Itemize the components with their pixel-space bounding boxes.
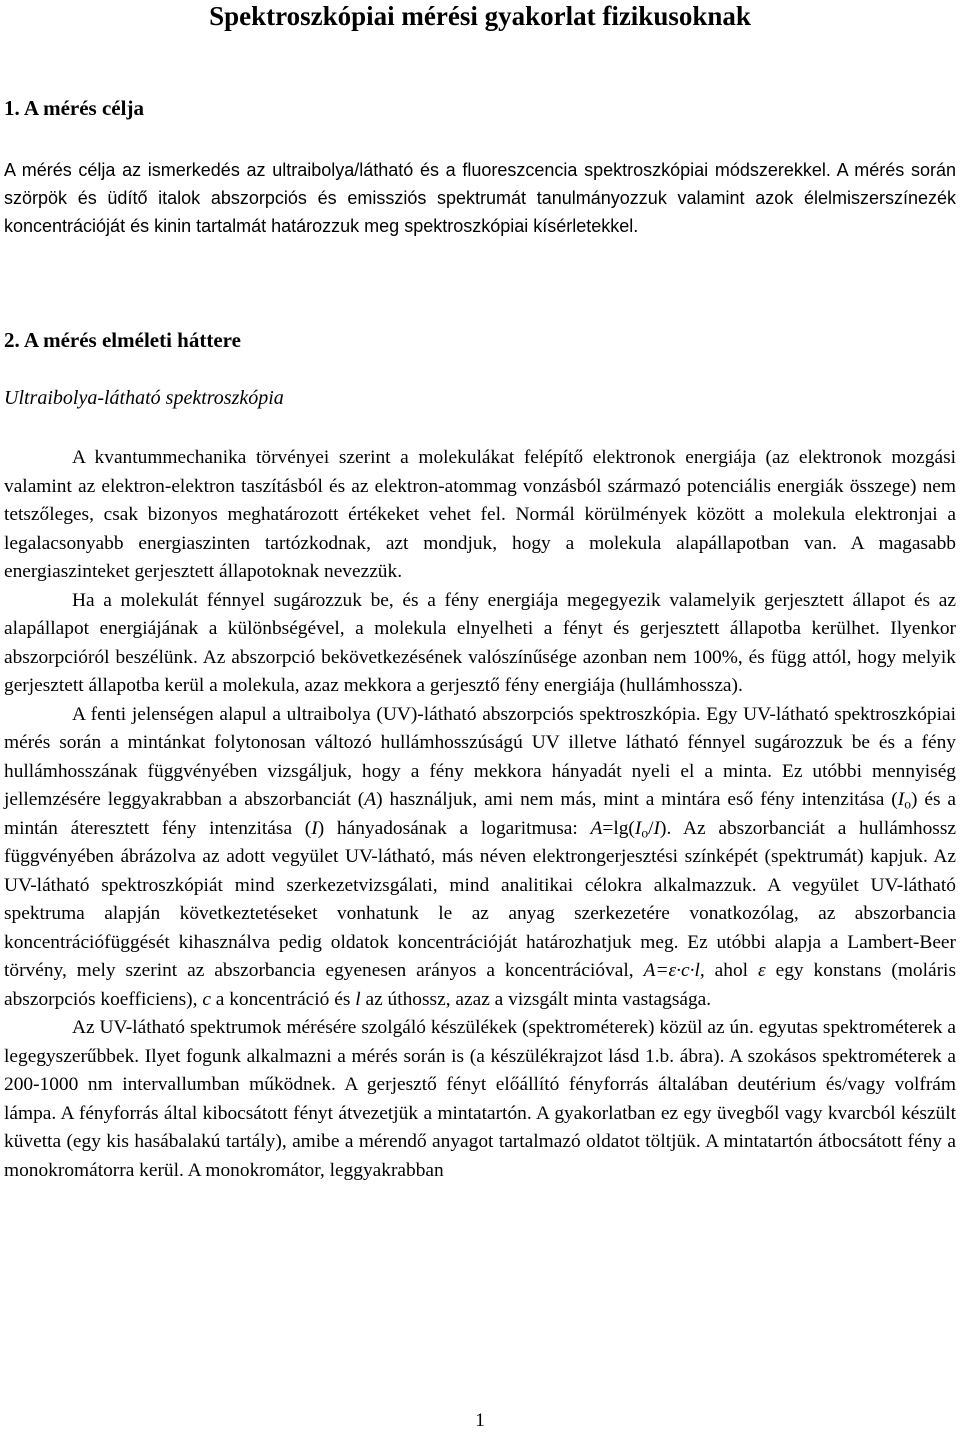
- section-heading-aim: 1. A mérés célja: [4, 96, 144, 120]
- paragraph-absorption: Ha a molekulát fénnyel sugározzuk be, és a fény energiája megegyezik valamelyik gerjesztett állapot és az alapállapot energiájának a különbségével, a molekula elnyelheti a fényt és gerjesztett állapotba kerülhet. Ilyenkor abszorpcióról beszélünk. Az abszorpció bekövetkezésének valószínűsége azonban nem 100%, és függ attól, hogy melyik gerjesztett állapotba kerül a molekula, azaz mekkora a gerjesztő fény energiája (hullámhossza).: [4, 589, 956, 696]
- paragraph-quantum: A kvantummechanika törvényei szerint a molekulákat felépítő elektronok energiája (az elektronok mozgási valamint az elektron-elektron taszításból és az elektron-atommag vonzásból származó potenciális energiák összege) nem tetszőleges, csak bizonyos meghatározott értékeket vehet fel. Normál körülmények között a molekula elektronjai a legalacsonyabb energiaszinten tartózkodnak, azt mondjuk, hogy a molekula alapállapotban van. A magasabb energiaszinteket gerjesztett állapotoknak nevezzük.: [4, 447, 956, 582]
- page-number: 1: [475, 1410, 485, 1431]
- aim-paragraph: A mérés célja az ismerkedés az ultraibolya/látható és a fluoreszcencia spektroszkópiai módszerekkel. A mérés során szörpök és üdítő italok abszorpciós és emissziós spektrumát tanulmányozzuk valamint azok élelmiszerszínezék koncentrációját és kinin tartalmát határozzuk meg spektroszkópiai kísérletekkel.: [4, 160, 956, 236]
- section-heading-theory: 2. A mérés elméleti háttere: [4, 328, 241, 352]
- theory-body: [4, 444, 956, 1185]
- document-title: Spektroszkópiai mérési gyakorlat fizikusoknak: [209, 1, 751, 31]
- subsection-heading-uv-vis: Ultraibolya-látható spektroszkópia: [4, 387, 284, 409]
- paragraph-spectrometers: Az UV-látható spektrumok mérésére szolgáló készülékek (spektrométerek) közül az ún. egyutas spektrométerek a legegyszerűbbek. Ilyet fogunk alkalmazni a mérés során is (a készülékrajzot lásd 1.b. ábra). A szokásos spektrométerek a 200-1000 nm intervallumban működnek. A gerjesztő fényt előállító fényforrás általában deutérium és/vagy volfrám lámpa. A fényforrás által kibocsátott fényt átvezetjük a mintatartón. A gyakorlatban ez egy üvegből vagy kvarcból készült küvetta (egy kis hasábalakú tartály), amibe a mérendő anyagot tartalmazó oldatot töltjük. A mintatartón átbocsátott fény a monokromátorra kerül. A monokromátor, leggyakrabban: [4, 1017, 956, 1181]
- lambert-beer-formula: A=ε·c·l: [643, 960, 700, 981]
- paragraph-uv-vis-spectroscopy: A fenti jelenségen alapul a ultraibolya (UV)-látható abszorpciós spektroszkópia. Egy UV-látható spektroszkópiai mérés során a mintánkat folytonosan változó hullámhosszúságú UV illetve látható fénnyel sugározzuk be és a fény hullámhosszának függvényében vizsgáljuk, hogy a fény mekkora hányadát nyeli el a minta. Ez utóbbi mennyiség jellemzésére leggyakrabban a abszorbanciát (A) használjuk, ami nem más, mint a mintára eső fény intenzitása $(I_o)$ és a mintán áteresztett fény intenzitása (I) hányadosának a logaritmusa: $A=\lg(I_o/I)$. Az abszorbanciát a hullámhossz függvényében ábrázolva az adott vegyület UV-látható, más néven elektrongerjesztési színképét (spektrumát) kapjuk. Az UV-látható spektroszkópiát mind szerkezetvizsgálati, mind analitikai célokra alkalmazzuk. A vegyület UV-látható spektruma alapján következtetéseket vonhatunk le az anyag szerkezetére vonatkozólag, az abszorbancia koncentrációfüggését kihasználva pedig oldatok koncentrációját határozhatjuk meg. Ez utóbbi alapja a Lambert-Beer törvény, mely szerint az abszorbancia egyenesen arányos a koncentrációval, A=ε·c·l, ahol ε egy konstans (moláris abszorpciós koefficiens), c a koncentráció és l az úthossz, azaz a vizsgált minta vastagsága.: [4, 703, 956, 1010]
